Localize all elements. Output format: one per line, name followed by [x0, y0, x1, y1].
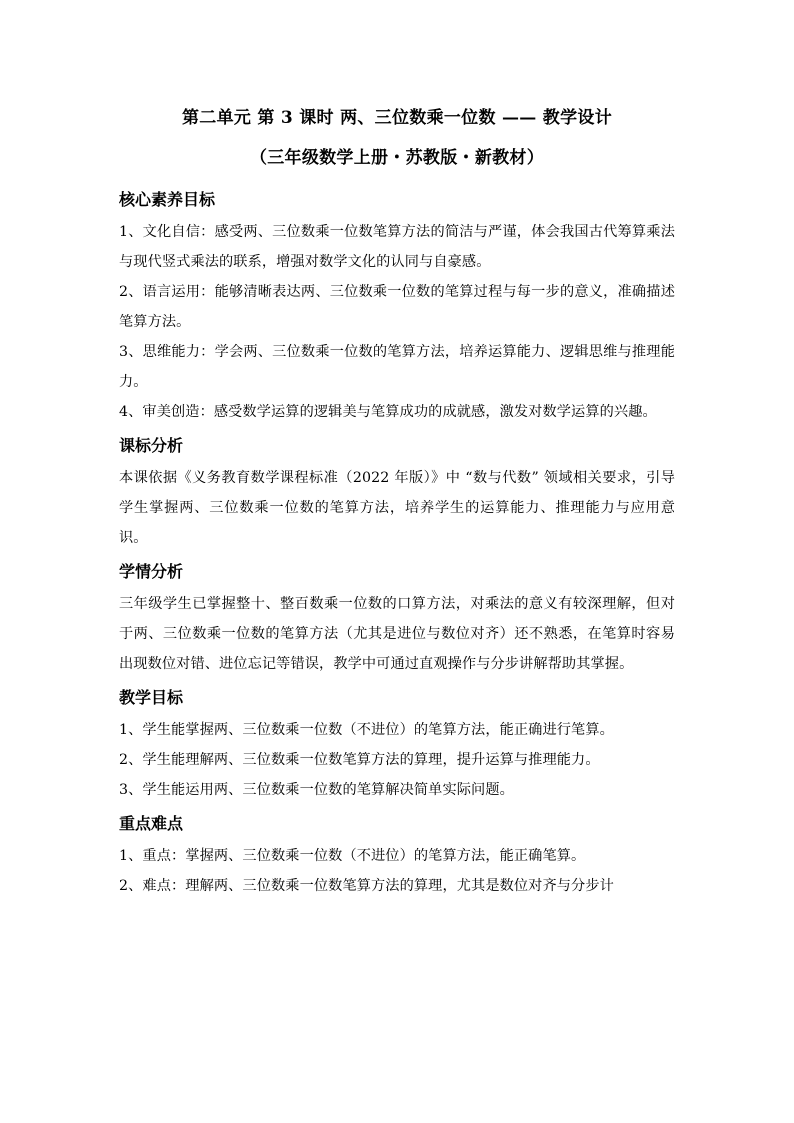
section-key-difficult-points	[119, 811, 675, 901]
paragraph: 2、语言运用：能够清晰表达两、三位数乘一位数的笔算过程与每一步的意义，准确描述笔算方法。	[119, 284, 675, 330]
document-body	[119, 187, 675, 907]
section-heading: 学情分析	[119, 562, 184, 581]
section-heading: 重点难点	[119, 814, 184, 833]
paragraph: 2、难点：理解两、三位数乘一位数笔算方法的算理，尤其是数位对齐与分步计	[119, 878, 614, 894]
paragraph: 1、学生能掌握两、三位数乘一位数（不进位）的笔算方法，能正确进行笔算。	[119, 722, 614, 738]
paragraph: 1、文化自信：感受两、三位数乘一位数笔算方法的简洁与严谨，体会我国古代筹算乘法与现代竖式乘法的联系，增强对数学文化的认同与自豪感。	[119, 224, 675, 270]
paragraph: 本课依据《义务教育数学课程标准（2022 年版）》中 “数与代数” 领域相关要求，引导学生掌握两、三位数乘一位数的笔算方法，培养学生的运算能力、推理能力与应用意识。	[119, 470, 675, 546]
paragraph: 2、学生能理解两、三位数乘一位数笔算方法的算理，提升运算与推理能力。	[119, 752, 600, 768]
paragraph: 三年级学生已掌握整十、整百数乘一位数的口算方法，对乘法的意义有较深理解，但对于两、三位数乘一位数的笔算方法（尤其是进位与数位对齐）还不熟悉，在笔算时容易出现数位对错、进位忘记等错误，教学中可通过直观操作与分步讲解帮助其掌握。	[119, 596, 675, 672]
section-heading: 课标分析	[119, 436, 184, 455]
paragraph: 4、审美创造：感受数学运算的逻辑美与笔算成功的成就感，激发对数学运算的兴趣。	[119, 404, 657, 420]
paragraph: 1、重点：掌握两、三位数乘一位数（不进位）的笔算方法，能正确笔算。	[119, 848, 586, 864]
document-title: 第二单元 第 3 课时 两、三位数乘一位数 —— 教学设计	[181, 108, 613, 128]
section-heading: 教学目标	[119, 688, 184, 707]
section-curriculum-analysis	[119, 433, 675, 553]
section-core-literacy-goals	[119, 187, 675, 427]
section-learner-analysis	[119, 559, 675, 679]
document-subtitle: （三年级数学上册・苏教版・新教材）	[249, 148, 545, 168]
section-heading: 核心素养目标	[119, 190, 216, 209]
paragraph: 3、学生能运用两、三位数乘一位数的笔算解决简单实际问题。	[119, 782, 514, 798]
section-teaching-goals	[119, 685, 675, 805]
paragraph: 3、思维能力：学会两、三位数乘一位数的笔算方法，培养运算能力、逻辑思维与推理能力。	[119, 344, 675, 390]
